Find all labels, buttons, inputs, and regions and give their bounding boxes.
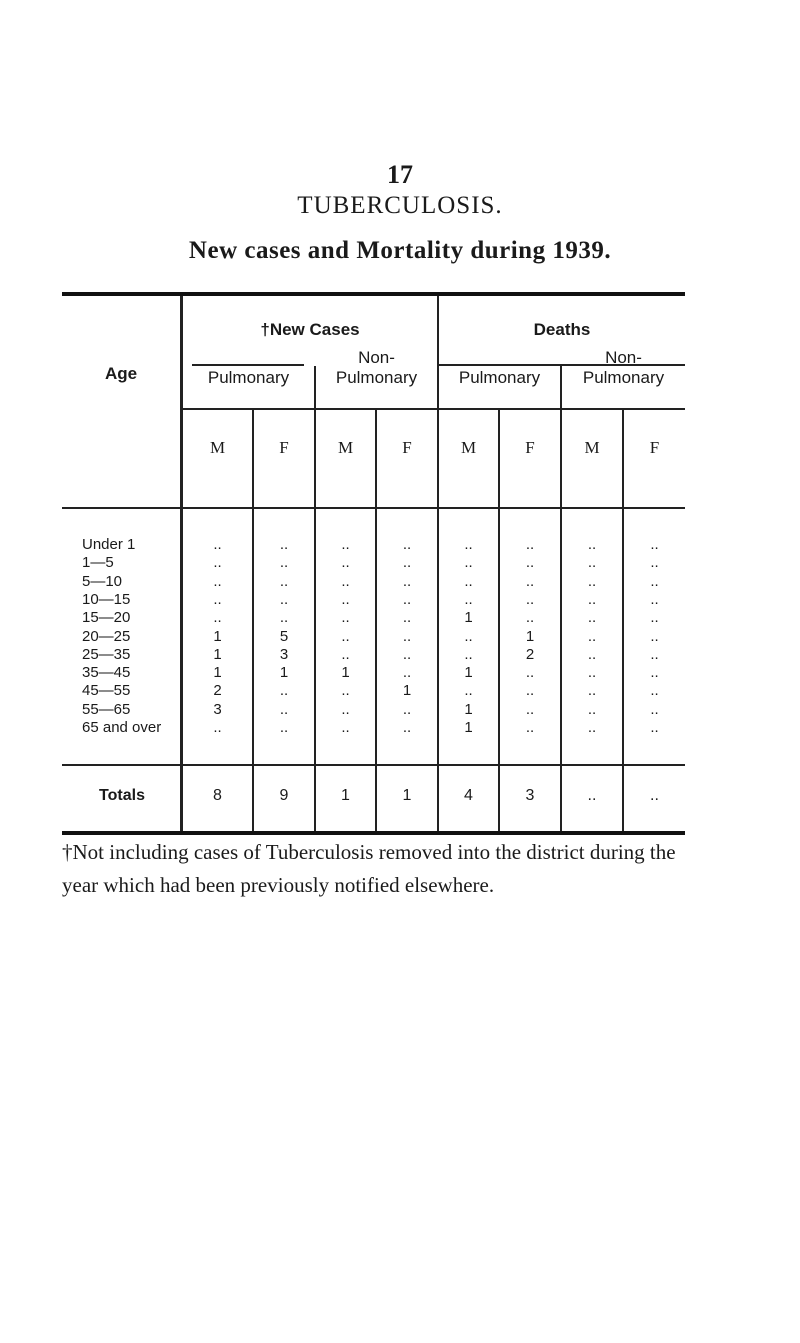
deaths-pulmonary-header: Pulmonary	[458, 368, 541, 387]
table-cell: ..	[587, 719, 597, 736]
page-number: 17	[387, 160, 413, 189]
age-label: 65 and over	[82, 719, 162, 736]
table-cell: ..	[525, 682, 535, 700]
table-cell: ..	[402, 609, 412, 627]
table-cell: ..	[464, 627, 473, 645]
table-cell: 1	[213, 645, 222, 663]
age-label: 25—35	[82, 645, 131, 663]
table-cell: ..	[213, 590, 222, 608]
table-cell: ..	[341, 645, 350, 663]
table-cell: ..	[464, 645, 473, 663]
table-cell: ..	[525, 664, 535, 682]
table-cell: ..	[587, 590, 597, 608]
table-cell: ..	[341, 609, 350, 627]
table-cell: ..	[341, 719, 350, 736]
table-cell: ..	[650, 554, 659, 572]
table-cell: ..	[650, 645, 659, 663]
table-cell: ..	[402, 719, 412, 736]
table-cell: ..	[341, 700, 350, 718]
age-label: 20—25	[82, 627, 131, 645]
table-cell: ..	[402, 590, 412, 608]
table-cell: ..	[402, 645, 412, 663]
table-cell: 2	[213, 682, 222, 700]
sex-m-header: M	[460, 438, 477, 457]
table-cell: ..	[525, 590, 535, 608]
table-cell: 1	[525, 627, 535, 645]
table-cell: 1	[464, 664, 473, 682]
age-label: 1—5	[82, 554, 114, 572]
age-label: 45—55	[82, 682, 131, 700]
table-cell: 1	[213, 627, 222, 645]
totals-cell: ..	[650, 787, 659, 804]
table-cell: ..	[341, 682, 350, 700]
totals-cell: 4	[464, 787, 473, 804]
totals-cell: 1	[402, 787, 412, 804]
table-cell: ..	[650, 572, 659, 590]
table-cell: ..	[587, 682, 597, 700]
table-cell: ..	[279, 572, 289, 590]
table-cell: ..	[650, 536, 659, 553]
age-label: 35—45	[82, 664, 131, 682]
table-cell: ..	[341, 590, 350, 608]
sex-m-header: M	[209, 438, 226, 457]
table-cell: ..	[464, 590, 473, 608]
table-cell: ..	[279, 682, 289, 700]
divider	[62, 507, 685, 509]
table-cell: ..	[402, 536, 412, 553]
table-cell: 1	[213, 664, 222, 682]
new-cases-pulmonary-header: Pulmonary	[207, 368, 290, 387]
table-cell: ..	[341, 627, 350, 645]
table-cell: ..	[587, 627, 597, 645]
deaths-non-pulmonary-header: Non- Pulmonary	[582, 348, 665, 387]
table-cell: 3	[213, 700, 222, 718]
page-title: TUBERCULOSIS.	[297, 192, 503, 219]
table-cell: ..	[650, 700, 659, 718]
sex-f-header: F	[525, 438, 535, 457]
sex-m-header: M	[584, 438, 600, 457]
table-cell: ..	[587, 700, 597, 718]
table-cell: ..	[279, 700, 289, 718]
table-cell: ..	[525, 609, 535, 627]
table-cell: ..	[213, 719, 222, 736]
sex-m-header: M	[337, 438, 354, 457]
table-cell: 1	[464, 700, 473, 718]
table-cell: ..	[402, 627, 412, 645]
table-cell: ..	[341, 536, 350, 553]
table-cell: ..	[213, 572, 222, 590]
table-cell: ..	[587, 572, 597, 590]
table-cell: ..	[525, 554, 535, 572]
deaths-header: Deaths	[533, 320, 591, 339]
table-cell: 5	[279, 627, 289, 645]
table-cell: ..	[587, 536, 597, 553]
statistics-table	[62, 292, 685, 835]
table-cell: ..	[213, 554, 222, 572]
table-cell: 1	[464, 609, 473, 627]
age-label: 5—10	[82, 572, 123, 590]
age-label: 10—15	[82, 590, 131, 608]
table-cell: ..	[402, 700, 412, 718]
table-cell: ..	[525, 700, 535, 718]
table-cell: ..	[341, 554, 350, 572]
age-label: 15—20	[82, 609, 131, 627]
sex-f-header: F	[649, 438, 660, 457]
new-cases-non-pulmonary-header: Non- Pulmonary	[335, 348, 418, 387]
divider	[62, 764, 685, 766]
new-cases-header: †New Cases	[260, 320, 360, 339]
totals-label: Totals	[99, 787, 145, 804]
table-cell: ..	[650, 719, 659, 736]
table-cell: ..	[587, 609, 597, 627]
table-cell: ..	[525, 536, 535, 553]
table-cell: ..	[587, 554, 597, 572]
footnote: †Not including cases of Tuberculosis removed into the district during the year which had been previously notified elsewhere.	[62, 840, 676, 897]
age-label: Under 1	[82, 536, 136, 553]
table-cell: ..	[279, 554, 289, 572]
table-cell: ..	[650, 609, 659, 627]
table-cell: 1	[279, 664, 289, 682]
table-cell: ..	[650, 590, 659, 608]
table-cell: ..	[525, 572, 535, 590]
table-cell: ..	[402, 554, 412, 572]
table-cell: ..	[341, 572, 350, 590]
divider	[192, 364, 304, 366]
table-cell: ..	[587, 664, 597, 682]
page-subtitle: New cases and Mortality during 1939.	[188, 237, 612, 264]
sex-f-header: F	[279, 438, 289, 457]
table-cell: ..	[279, 609, 289, 627]
sex-f-header: F	[402, 438, 412, 457]
table-cell: ..	[464, 536, 473, 553]
table-cell: ..	[402, 664, 412, 682]
totals-cell: 1	[341, 787, 350, 804]
age-label: 55—65	[82, 700, 131, 718]
table-cell: ..	[464, 682, 473, 700]
table-cell: ..	[464, 572, 473, 590]
table-cell: 2	[525, 645, 535, 663]
table-cell: ..	[650, 664, 659, 682]
totals-cell: 3	[525, 787, 535, 804]
totals-cell: ..	[587, 787, 597, 804]
totals-cell: 8	[213, 787, 222, 804]
table-cell: ..	[402, 572, 412, 590]
table-cell: 1	[341, 664, 350, 682]
totals-cell: 9	[279, 787, 289, 804]
table-cell: ..	[587, 645, 597, 663]
age-header: Age	[104, 364, 138, 383]
table-cell: ..	[213, 609, 222, 627]
table-cell: ..	[279, 590, 289, 608]
table-cell: 1	[402, 682, 412, 700]
table-cell: ..	[213, 536, 222, 553]
table-cell: ..	[650, 682, 659, 700]
divider	[183, 408, 685, 410]
table-cell: ..	[464, 554, 473, 572]
table-cell: ..	[279, 719, 289, 736]
table-cell: 3	[279, 645, 289, 663]
table-cell: ..	[525, 719, 535, 736]
table-cell: 1	[464, 719, 473, 736]
table-cell: ..	[279, 536, 289, 553]
table-cell: ..	[650, 627, 659, 645]
